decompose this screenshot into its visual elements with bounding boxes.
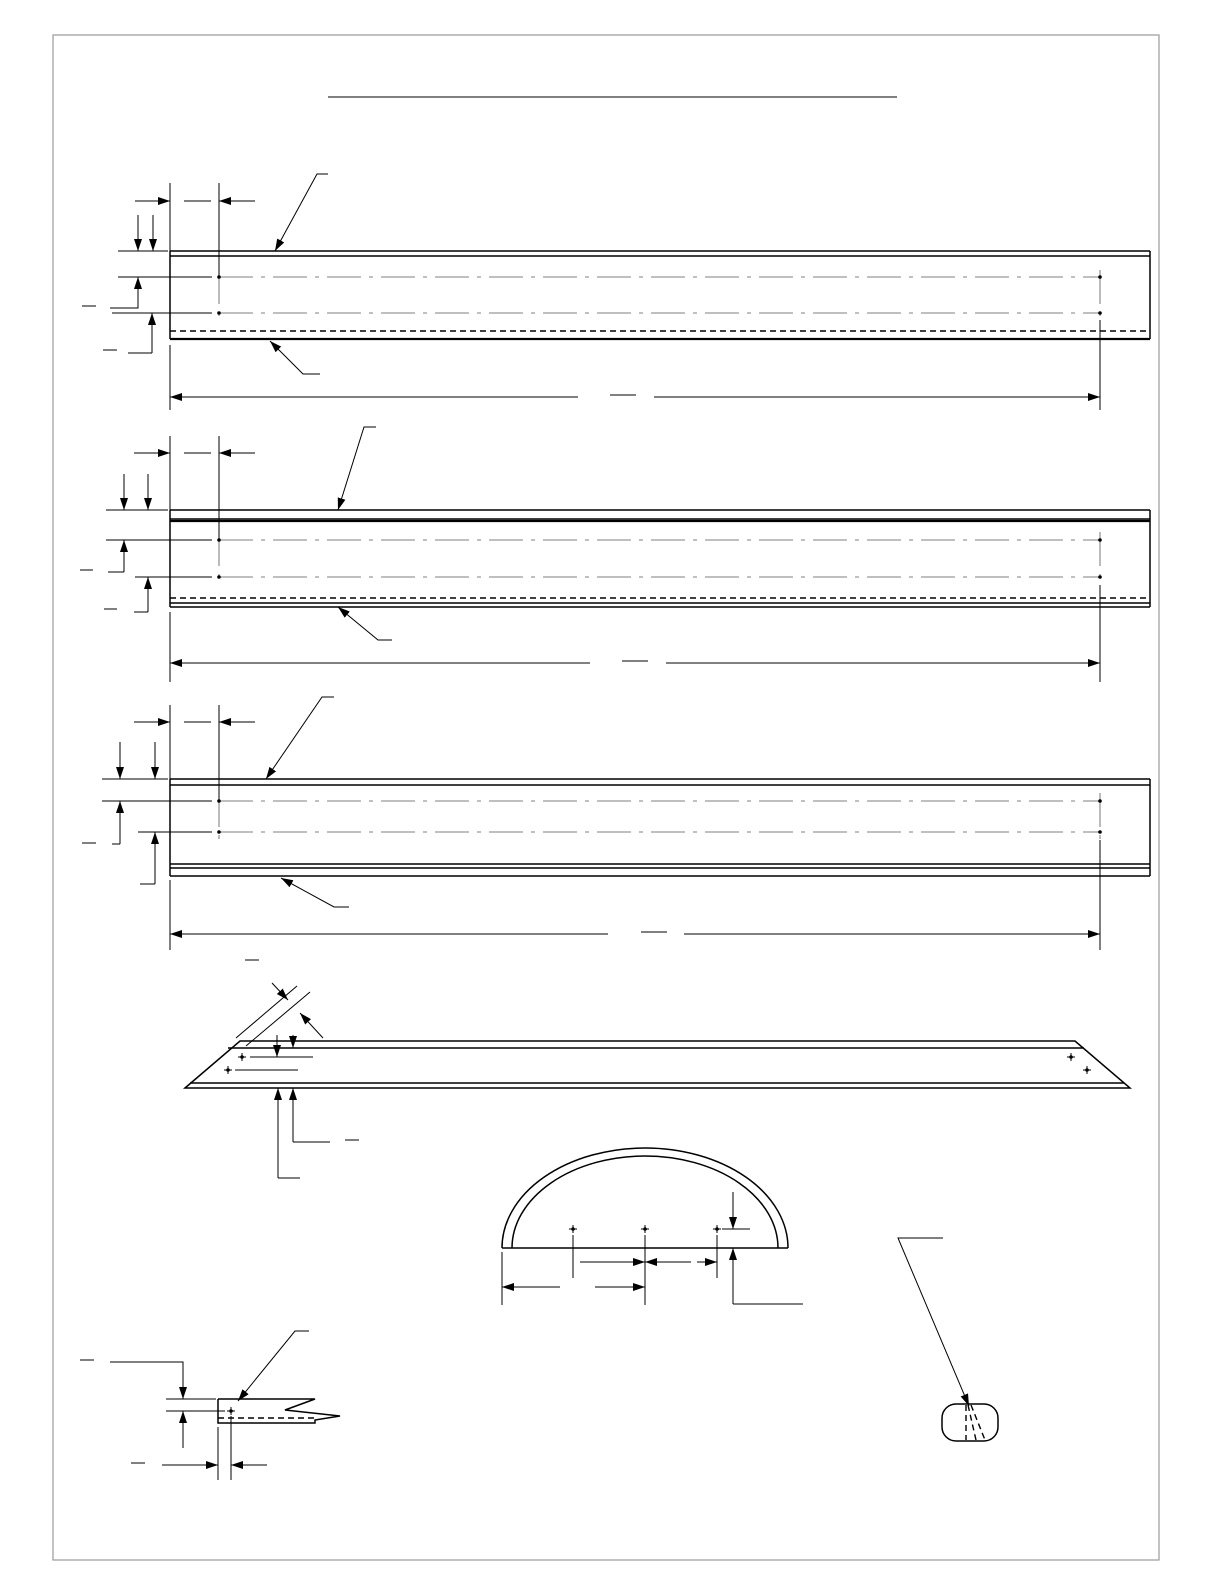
hole-marks [569,1225,721,1233]
strip-outline [185,1041,1130,1088]
dimensions [80,436,1100,682]
leaders [270,174,328,374]
hole-centerlines [219,270,1100,320]
miter-strip-view [185,960,1130,1178]
channel-body [170,251,1150,339]
hole-marks [217,799,1102,834]
leaders [238,1331,309,1401]
end-detail-view [80,1331,340,1480]
dimensions [80,1360,267,1480]
channel-body [170,779,1150,876]
hole-marks [217,275,1102,315]
hole-centerlines [219,532,1100,585]
hole-marks [227,1407,235,1415]
hole-marks [224,1053,1091,1074]
hole-marks [217,538,1102,579]
channel-view-3 [82,697,1150,950]
arc-view [502,1148,803,1305]
end-outline [218,1399,340,1423]
channel-view-2 [80,427,1150,682]
hole-centerlines [219,793,1100,840]
channel-body [170,510,1150,607]
section-view [898,1238,998,1441]
dimensions [82,183,1100,410]
dimensions [82,705,1100,950]
leaders [898,1238,969,1406]
channel-view-1 [82,174,1150,410]
dimensions [235,960,359,1178]
leaders [338,427,392,640]
